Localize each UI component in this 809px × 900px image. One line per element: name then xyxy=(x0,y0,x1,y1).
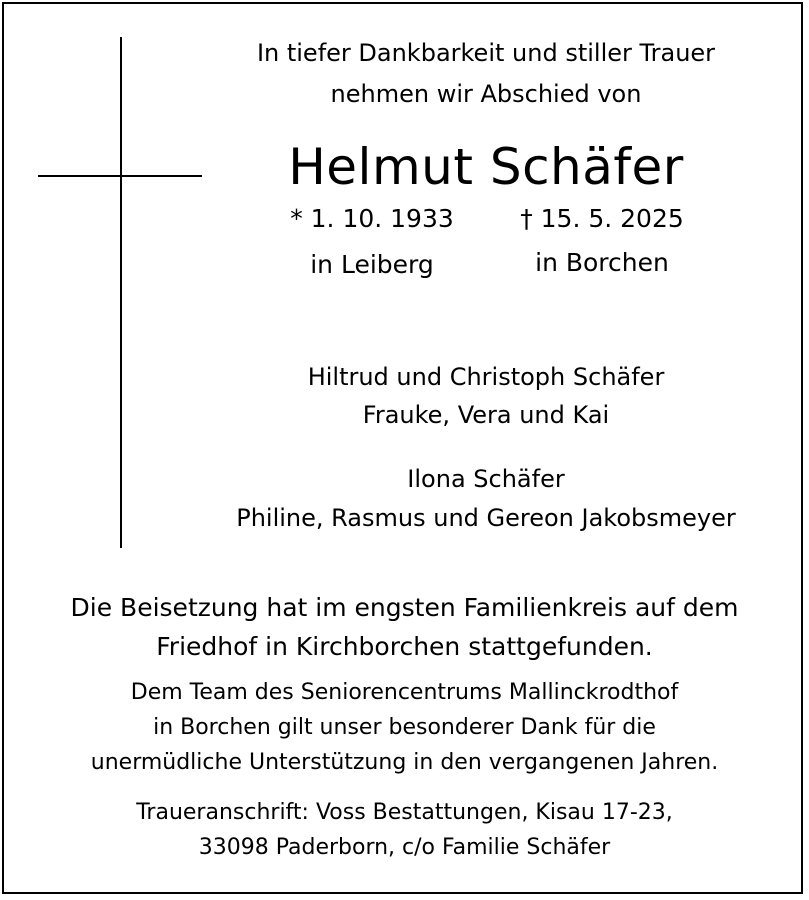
address-line-2: 33098 Paderborn, c/o Familie Schäfer xyxy=(198,835,611,860)
thanks-line-2: in Borchen gilt unser besonderer Dank für die xyxy=(153,715,656,740)
burial-line-2: Friedhof in Kirchborchen stattgefunden. xyxy=(156,632,653,661)
birth-date: * 1. 10. 1933 xyxy=(290,204,454,233)
burial-line-1: Die Beisetzung hat im engsten Familienkreis auf dem xyxy=(70,593,739,622)
intro-line-2: nehmen wir Abschied von xyxy=(330,80,642,108)
family-group2-line1: Ilona Schäfer xyxy=(407,465,565,493)
address-line-1: Traueranschrift: Voss Bestattungen, Kisau 17-23, xyxy=(136,800,673,825)
family-group1-line1: Hiltrud und Christoph Schäfer xyxy=(307,363,665,391)
death-date: † 15. 5. 2025 xyxy=(520,204,684,233)
obituary-frame xyxy=(2,2,803,894)
deceased-name: Helmut Schäfer xyxy=(288,138,684,196)
death-place: in Borchen xyxy=(535,248,669,277)
thanks-line-3: unermüdliche Unterstützung in den vergangenen Jahren. xyxy=(90,750,719,775)
birth-place: in Leiberg xyxy=(310,250,434,279)
cross-vertical-bar xyxy=(120,37,122,548)
family-group2-line2: Philine, Rasmus und Gereon Jakobsmeyer xyxy=(236,504,736,532)
family-group1-line2: Frauke, Vera und Kai xyxy=(362,401,610,429)
intro-line-1: In tiefer Dankbarkeit und stiller Trauer xyxy=(256,39,716,67)
thanks-line-1: Dem Team des Seniorencentrums Mallinckrodthof xyxy=(130,680,679,705)
